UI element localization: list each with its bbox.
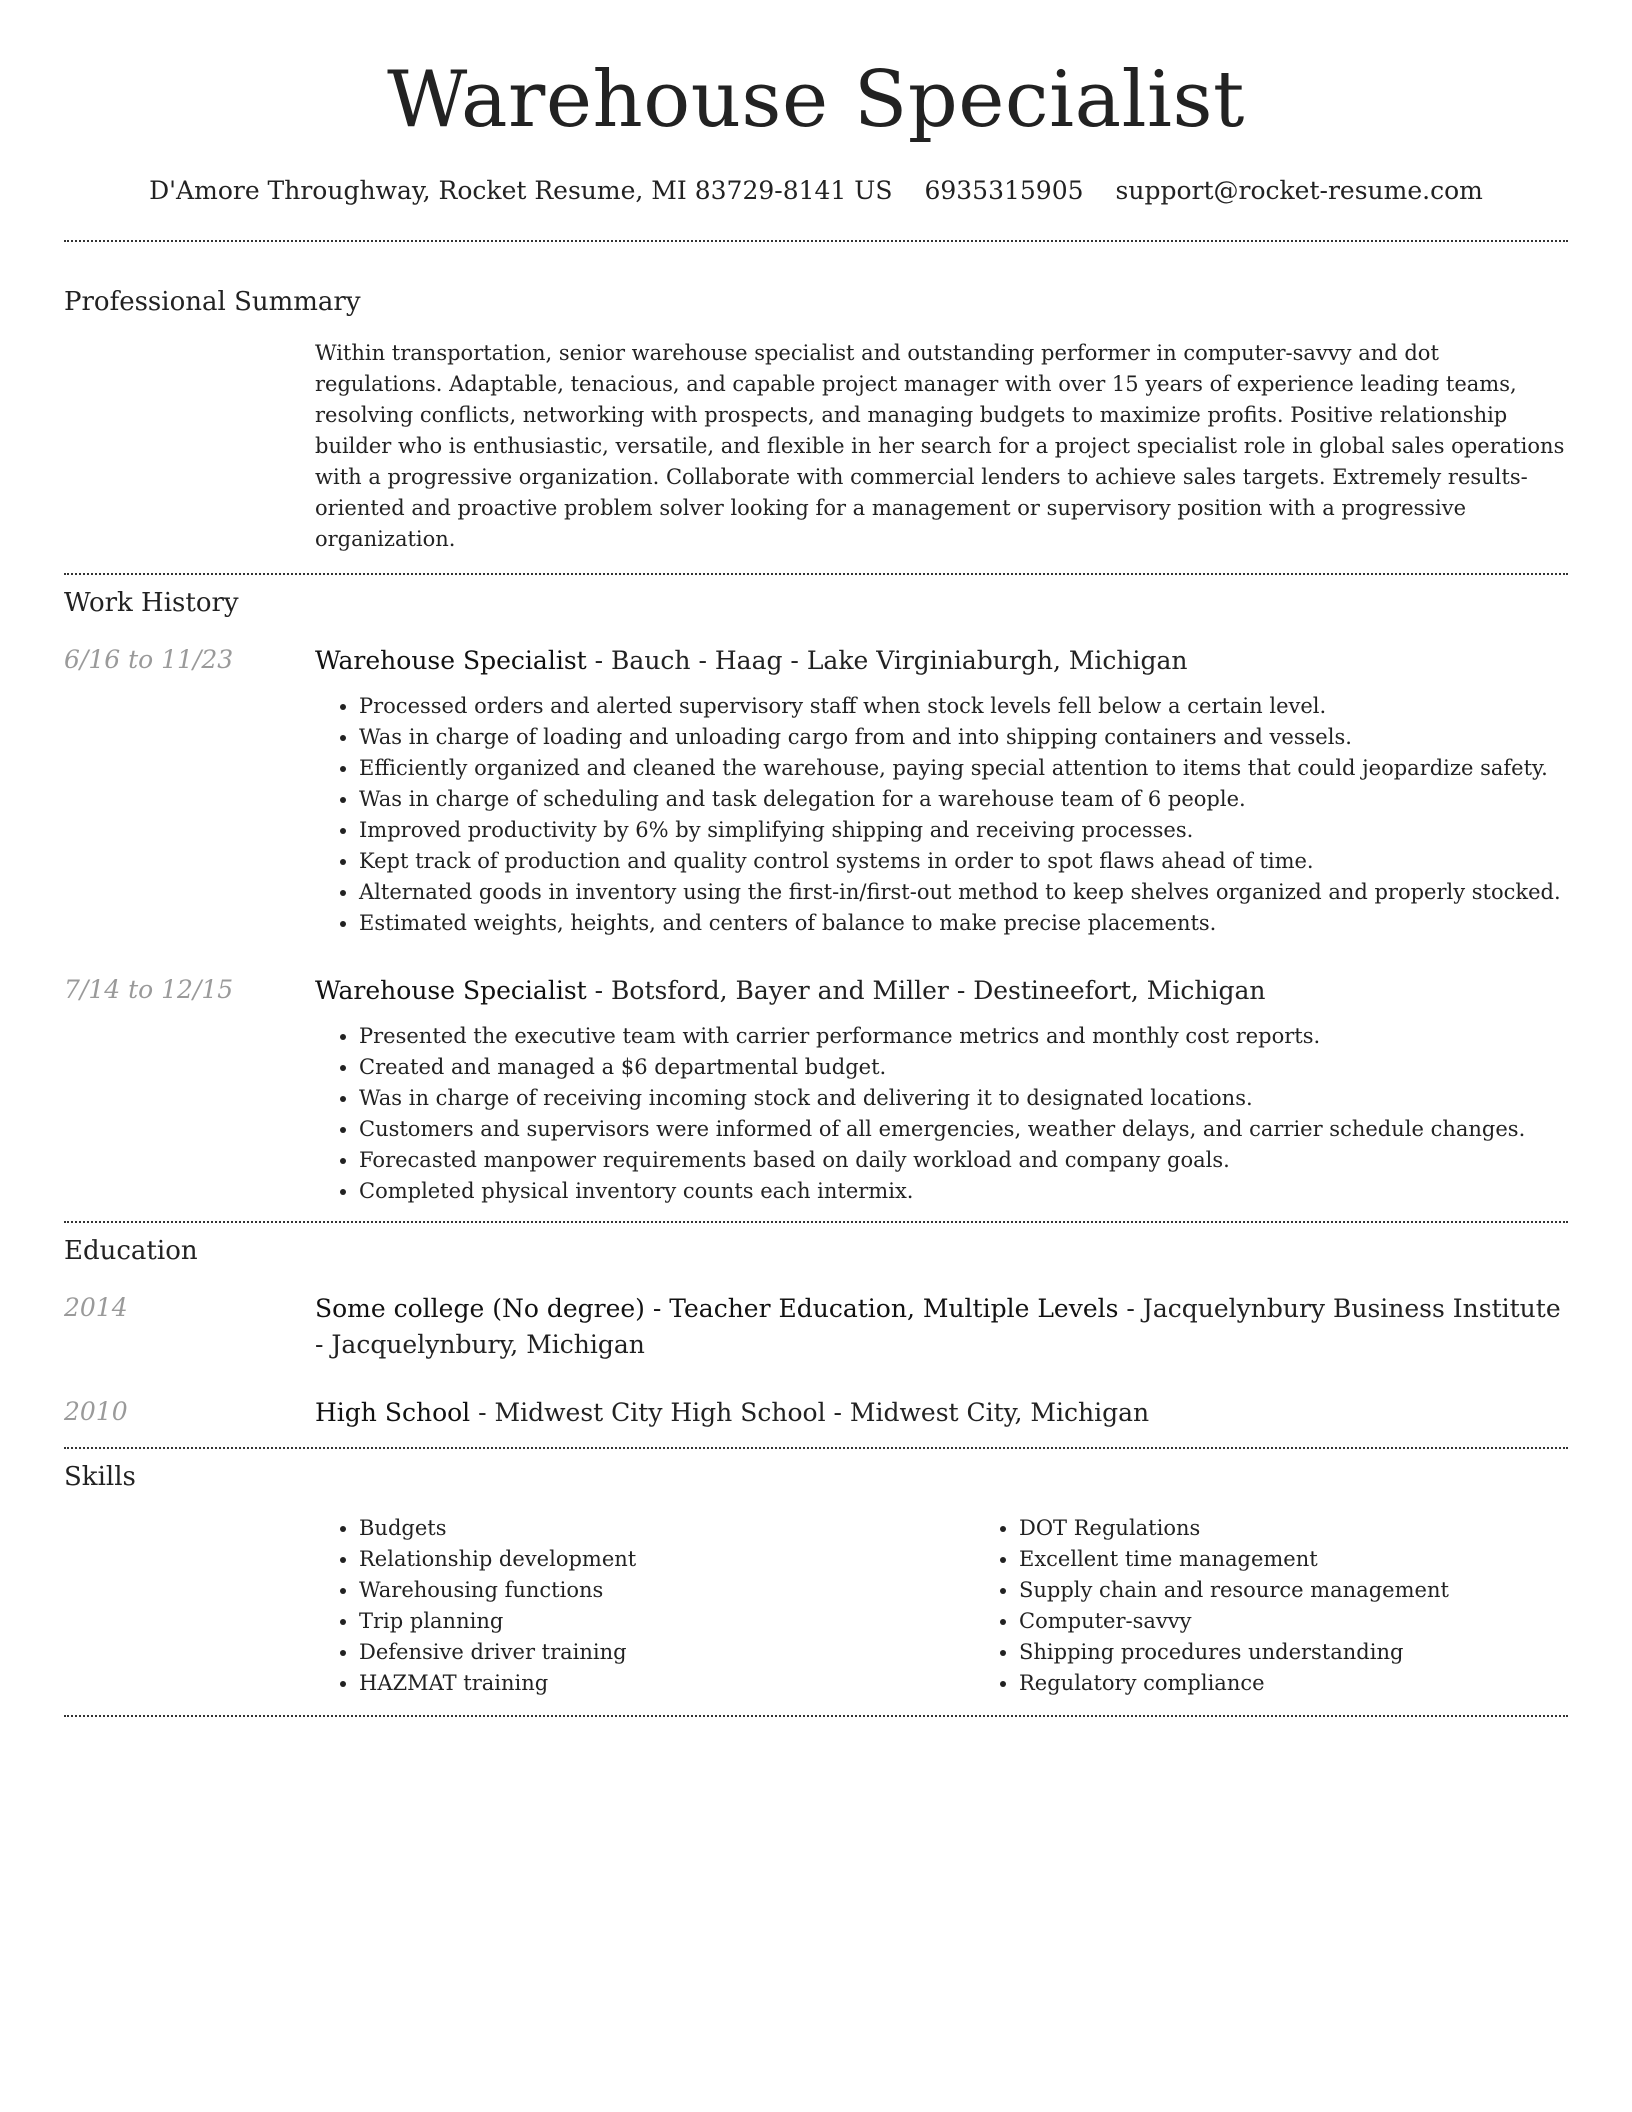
list-item: • Was in charge of scheduling and task delegation for a warehouse team of 6 people. (359, 784, 1568, 815)
skill-item: • Supply chain and resource management (1019, 1575, 1632, 1606)
education-date: 2010 (64, 1397, 128, 1426)
job-employer: - Bauch - Haag - Lake Virginiaburgh, Michigan (586, 646, 1188, 675)
skills-section (0, 1449, 1632, 1699)
job-role: Warehouse Specialist (315, 976, 587, 1005)
skills-list-right (975, 1513, 1632, 1699)
skill-item: • HAZMAT training (359, 1668, 975, 1699)
summary-row (64, 338, 1568, 555)
list-item: • Processed orders and alerted supervisory staff when stock levels fell below a certain level. (359, 691, 1568, 722)
skill-item: • Excellent time management (1019, 1544, 1632, 1575)
work-history-heading: Work History (64, 588, 239, 618)
contact-email: support@rocket-resume.com (1115, 176, 1483, 205)
skills-list-left (315, 1513, 975, 1699)
skill-item: • Shipping procedures understanding (1019, 1637, 1632, 1668)
skill-item: • Regulatory compliance (1019, 1668, 1632, 1699)
job-bullets (315, 1021, 1568, 1207)
list-item: • Customers and supervisors were informed of all emergencies, weather delays, and carrier schedule changes. (359, 1114, 1568, 1145)
list-item: • Alternated goods in inventory using the first-in/first-out method to keep shelves organized and properly stocked. (359, 877, 1568, 908)
skill-item: • Warehousing functions (359, 1575, 975, 1606)
job-bullets (315, 691, 1568, 939)
education-degree: High School (315, 1398, 471, 1427)
skills-columns (315, 1513, 1632, 1699)
list-item: • Was in charge of receiving incoming stock and delivering it to designated locations. (359, 1083, 1568, 1114)
skill-item: • Trip planning (359, 1606, 975, 1637)
education-date: 2014 (64, 1293, 128, 1322)
list-item: • Forecasted manpower requirements based on daily workload and company goals. (359, 1145, 1568, 1176)
summary-section (0, 242, 1632, 555)
education-school: - Midwest City High School - Midwest City, Michigan (470, 1398, 1150, 1427)
skill-item: • Budgets (359, 1513, 975, 1544)
summary-text: Within transportation, senior warehouse specialist and outstanding performer in computer-savvy and dot regulations. Adaptable, tenacious, and capable project manager with over 15 years of experience leading teams, resolving conflicts, networking with prospects, and managing budgets to maximize profits. Positive relationship builder who is enthusiastic, versatile, and flexible in her search for a project specialist role in global sales operations with a progressive organization. Collaborate with commercial lenders to achieve sales targets. Extremely results-oriented and proactive problem solver looking for a management or supervisory position with a progressive organization. (315, 341, 1565, 551)
divider (64, 1715, 1568, 1717)
job-date: 6/16 to 11/23 (64, 645, 234, 674)
list-item: • Kept track of production and quality control systems in order to spot flaws ahead of time. (359, 846, 1568, 877)
job-date: 7/14 to 12/15 (64, 975, 234, 1004)
skill-item: • Defensive driver training (359, 1637, 975, 1668)
skill-item: • DOT Regulations (1019, 1513, 1632, 1544)
list-item: • Presented the executive team with carrier performance metrics and monthly cost reports. (359, 1021, 1568, 1052)
job-employer: - Botsford, Bayer and Miller - Destineefort, Michigan (586, 976, 1266, 1005)
skill-item: • Relationship development (359, 1544, 975, 1575)
contact-address: D'Amore Throughway, Rocket Resume, MI 83729-8141 US (149, 176, 893, 205)
job-entry (64, 643, 1568, 939)
contact-phone: 6935315905 (924, 176, 1084, 205)
education-school: - Jacquelynbury Business Institute - Jacquelynbury, Michigan (315, 1294, 1561, 1359)
education-entry (64, 1291, 1568, 1363)
list-item: • Improved productivity by 6% by simplifying shipping and receiving processes. (359, 815, 1568, 846)
job-title (315, 643, 1568, 679)
contact-line (0, 174, 1632, 208)
job-role: Warehouse Specialist (315, 646, 587, 675)
work-history-section (0, 575, 1632, 1207)
job-entry (64, 973, 1568, 1207)
job-title (315, 973, 1568, 1009)
education-degree: Some college (No degree) - Teacher Education, Multiple Levels (315, 1294, 1119, 1323)
list-item: • Estimated weights, heights, and centers of balance to make precise placements. (359, 908, 1568, 939)
education-heading: Education (64, 1236, 198, 1266)
list-item: • Was in charge of loading and unloading cargo from and into shipping containers and vessels. (359, 722, 1568, 753)
candidate-name: Warehouse Specialist (387, 55, 1245, 145)
skills-heading: Skills (64, 1462, 136, 1492)
list-item: • Efficiently organized and cleaned the warehouse, paying special attention to items that could jeopardize safety. (359, 753, 1568, 784)
education-section (0, 1223, 1632, 1431)
list-item: • Completed physical inventory counts each intermix. (359, 1176, 1568, 1207)
education-entry (64, 1395, 1568, 1431)
education-title (315, 1291, 1568, 1363)
list-item: • Created and managed a $6 departmental budget. (359, 1052, 1568, 1083)
skill-item: • Computer-savvy (1019, 1606, 1632, 1637)
summary-heading: Professional Summary (64, 287, 361, 317)
education-title (315, 1395, 1568, 1431)
resume-header (0, 0, 1632, 208)
